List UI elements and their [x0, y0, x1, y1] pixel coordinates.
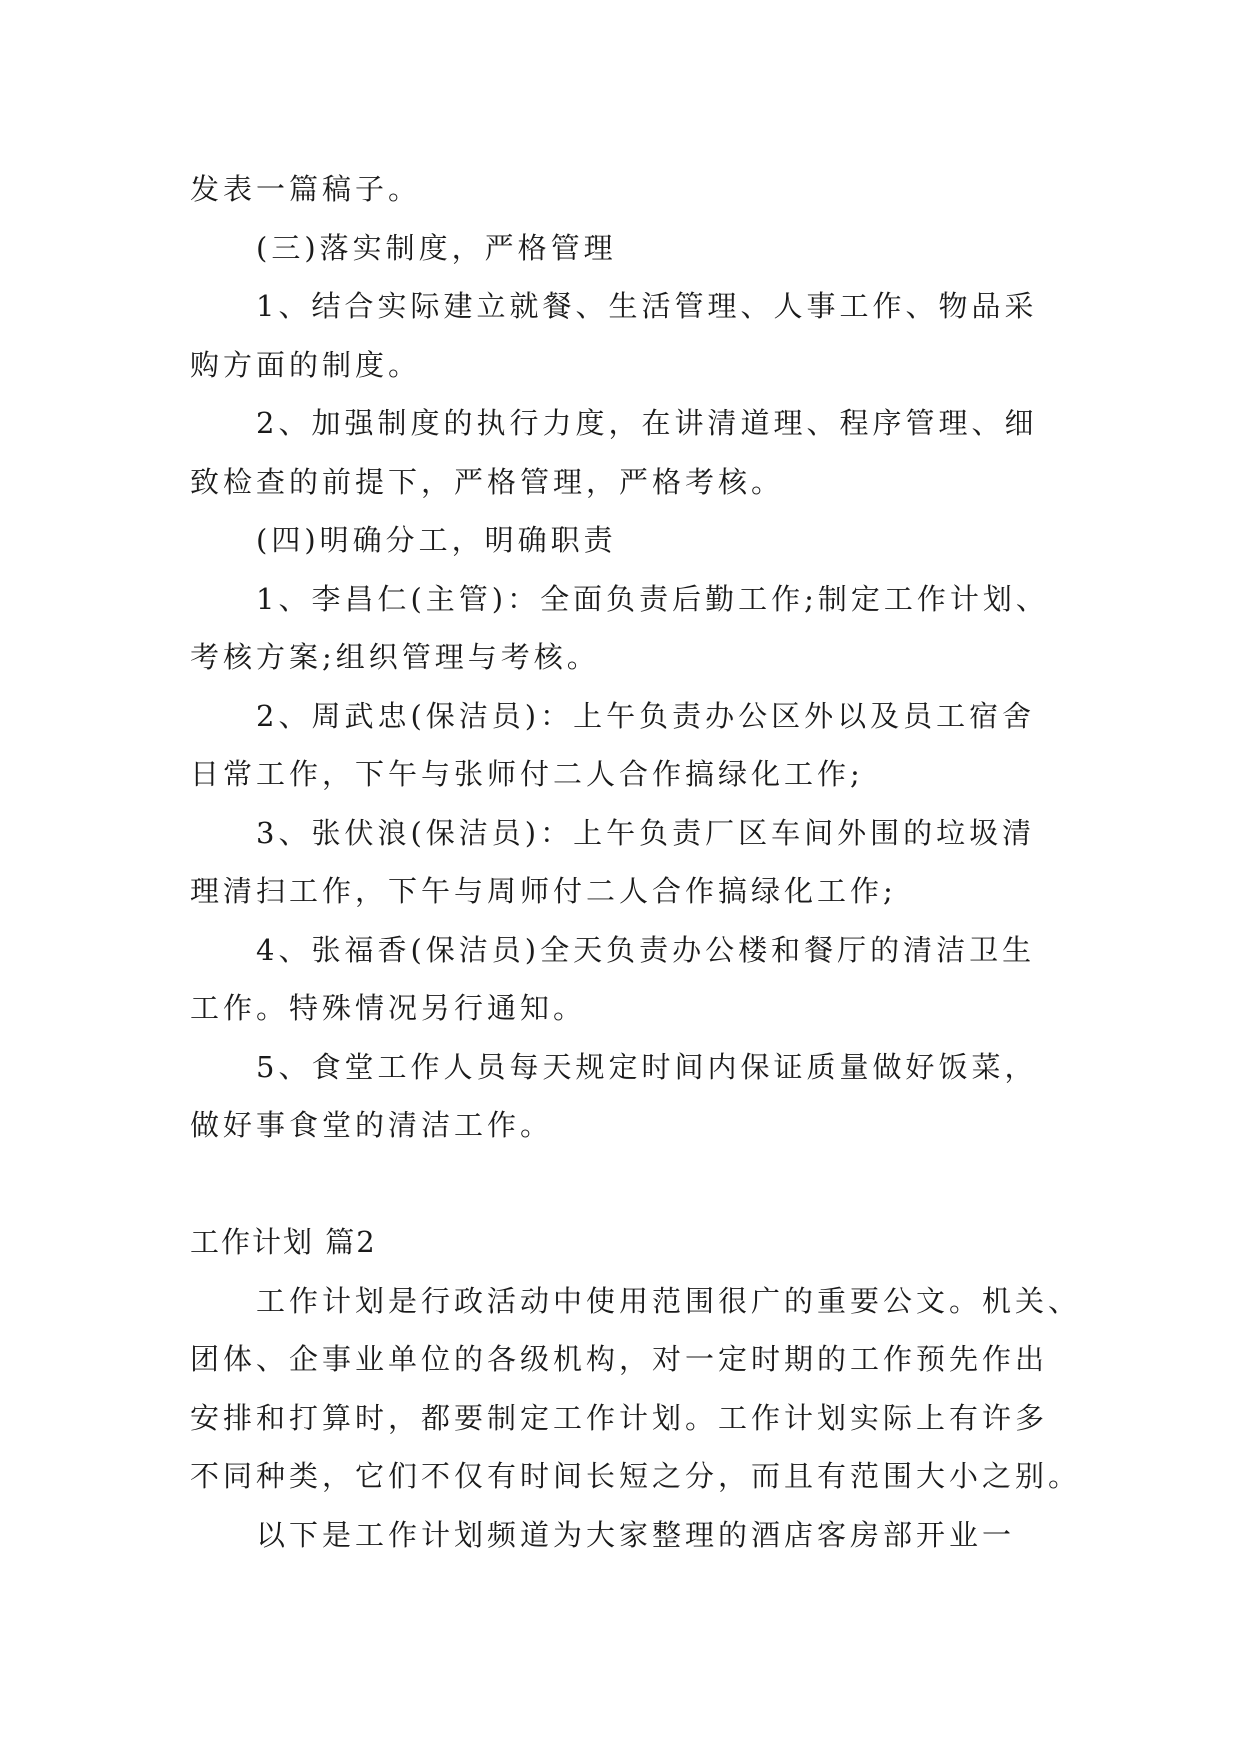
text-line: 团体、企事业单位的各级机构，对一定时期的工作预先作出 [190, 1342, 1049, 1376]
text-line: 工作计划是行政活动中使用范围很广的重要公文。机关、 [256, 1283, 1082, 1318]
text-line: 工作。特殊情况另行通知。 [190, 991, 587, 1025]
text-line: 发表一篇稿子。 [190, 172, 422, 206]
text-line: 4、张福香(保洁员)全天负责办公楼和餐厅的清洁卫生 [256, 932, 1036, 967]
text-line: 安排和打算时，都要制定工作计划。工作计划实际上有许多 [190, 1400, 1049, 1435]
text-line: 2、加强制度的执行力度，在讲清道理、程序管理、细 [256, 406, 1038, 440]
text-line: 日常工作，下午与张师付二人合作搞绿化工作; [190, 757, 864, 791]
text-line: 致检查的前提下，严格管理，严格考核。 [190, 464, 785, 499]
text-line: 3、张伏浪(保洁员)：上午负责厂区车间外围的垃圾清 [256, 815, 1036, 850]
section-heading: (三)落实制度，严格管理 [256, 230, 617, 265]
text-line: 做好事食堂的清洁工作。 [190, 1108, 554, 1142]
paragraph-gap [190, 1155, 1060, 1214]
document-body [190, 160, 1082, 1564]
text-line: 1、李昌仁(主管)：全面负责后勤工作;制定工作计划、 [256, 581, 1049, 616]
section-heading: (四)明确分工，明确职责 [256, 523, 617, 557]
text-line: 2、周武忠(保洁员)：上午负责办公区外以及员工宿舍 [256, 698, 1036, 733]
text-line: 不同种类，它们不仅有时间长短之分，而且有范围大小之别。 [190, 1459, 1082, 1493]
text-line: 以下是工作计划频道为大家整理的酒店客房部开业一 [256, 1517, 1016, 1552]
text-line: 考核方案;组织管理与考核。 [190, 640, 600, 674]
article-heading: 工作计划 篇2 [190, 1225, 377, 1259]
text-line: 理清扫工作，下午与周师付二人合作搞绿化工作; [190, 874, 897, 908]
text-line: 购方面的制度。 [190, 347, 422, 382]
text-line: 1、结合实际建立就餐、生活管理、人事工作、物品采 [256, 289, 1038, 323]
text-line: 5、食堂工作人员每天规定时间内保证质量做好饭菜， [256, 1049, 1038, 1084]
